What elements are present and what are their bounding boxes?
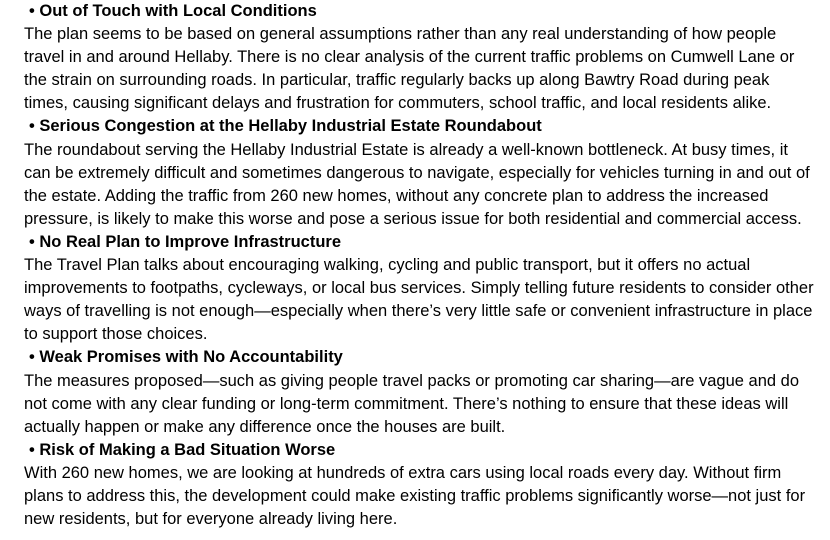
section-title: Serious Congestion at the Hellaby Industrial Estate Roundabout [39, 117, 542, 136]
section-heading [24, 231, 814, 254]
section-title: Weak Promises with No Accountability [39, 348, 343, 367]
section-title: Risk of Making a Bad Situation Worse [39, 440, 336, 459]
section-weak-promises [24, 346, 814, 438]
section-bad-situation-worse [24, 439, 814, 531]
section-title: Out of Touch with Local Conditions [39, 2, 317, 20]
section-body: The roundabout serving the Hellaby Industrial Estate is already a well-known bottleneck. At busy times, it can be extremely difficult and sometimes dangerous to navigate, especially for vehicles turning in and out of the estate. Adding the traffic from 260 new homes, without any concrete plan to address the increased pressure, is likely to make this worse and pose a serious issue for both residential and commercial access. [24, 140, 810, 228]
objection-document [24, 0, 814, 531]
section-title: No Real Plan to Improve Infrastructure [39, 232, 342, 251]
bullet-marker: • [29, 232, 35, 251]
bullet-marker: • [29, 117, 35, 136]
section-heading [24, 346, 814, 369]
section-congestion-roundabout [24, 115, 814, 230]
section-body: With 260 new homes, we are looking at hundreds of extra cars using local roads every day. Without firm plans to address this, the development could make existing traffic problems significantly worse—not just for new residents, but for everyone already living here. [24, 463, 806, 529]
section-body: The measures proposed—such as giving people travel packs or promoting car sharing—are vague and do not come with any clear funding or long-term commitment. There’s nothing to ensure that these ideas will actually happen or make any difference once the houses are built. [24, 371, 800, 436]
section-body: The Travel Plan talks about encouraging walking, cycling and public transport, but it offers no actual improvements to footpaths, cycleways, or local bus services. Simply telling future residents to consider other ways of travelling is not enough—especially when there’s very little safe or convenient infrastructure in place to support those choices. [24, 256, 814, 344]
section-no-infrastructure-plan [24, 231, 814, 346]
bullet-marker: • [29, 440, 35, 459]
section-heading [24, 439, 814, 462]
section-heading [24, 0, 814, 23]
bullet-marker: • [29, 348, 35, 367]
section-out-of-touch [24, 0, 814, 115]
section-heading [24, 115, 814, 138]
bullet-marker: • [29, 2, 35, 20]
section-body: The plan seems to be based on general assumptions rather than any real understanding of how people travel in and around Hellaby. There is no clear analysis of the current traffic problems on Cumwell Lane or the strain on surrounding roads. In particular, traffic regularly backs up along Bawtry Road during peak times, causing significant delays and frustration for commuters, school traffic, and local residents alike. [24, 25, 795, 113]
